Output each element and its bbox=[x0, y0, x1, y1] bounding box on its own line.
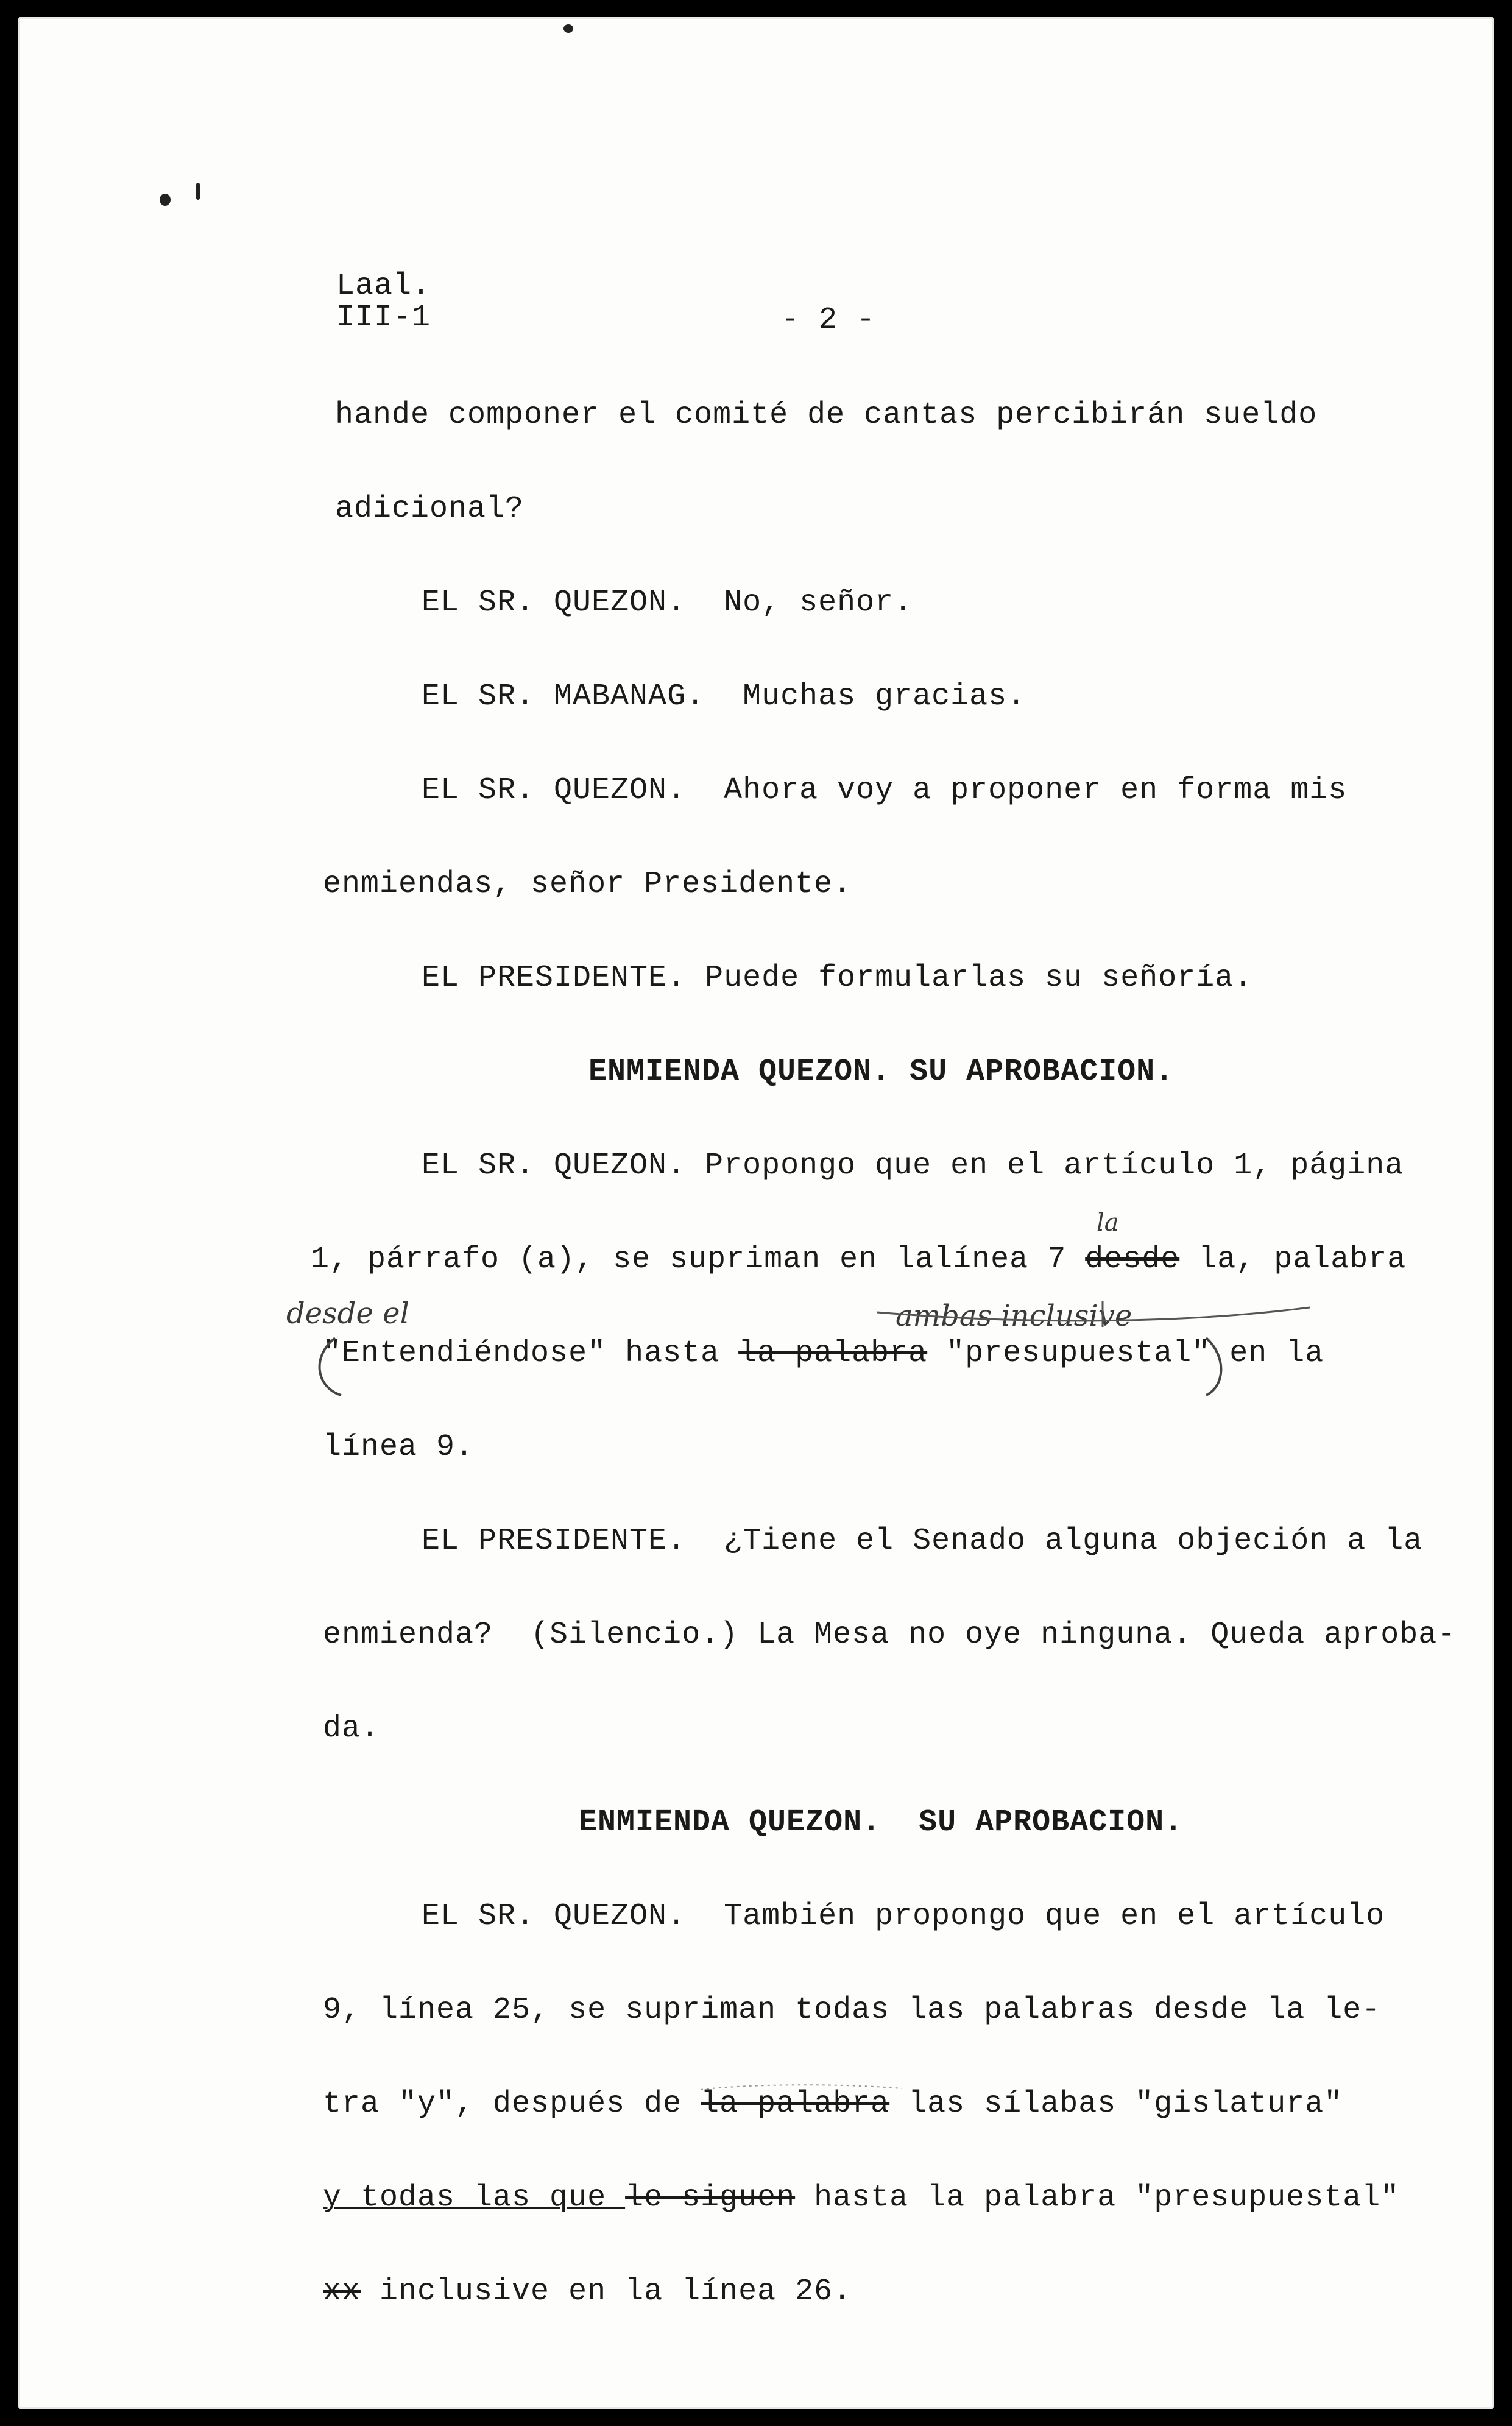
bracket-right-mark bbox=[1206, 1338, 1221, 1395]
text-line: EL PRESIDENTE. ¿Tiene el Senado alguna objeción a la bbox=[422, 1524, 1423, 1558]
document-page bbox=[18, 17, 1494, 2409]
struck-text: la palabra bbox=[738, 1336, 928, 1371]
text-line: hande componer el comité de cantas percibirán sueldo bbox=[335, 398, 1318, 433]
underlined-text: y todas las que bbox=[323, 2180, 626, 2215]
header-ref-code: Laal. bbox=[336, 269, 431, 303]
bracket-left-mark bbox=[320, 1338, 341, 1395]
text-segment: "Entendiéndose" hasta bbox=[323, 1336, 739, 1371]
text-line: EL SR. QUEZON. Ahora voy a proponer en forma mis bbox=[422, 773, 1348, 808]
text-line: EL SR. QUEZON. No, señor. bbox=[422, 585, 913, 620]
section-heading: ENMIENDA QUEZON. SU APROBACION. bbox=[579, 1805, 1184, 1840]
text-segment: inclusive en la línea 26. bbox=[361, 2274, 852, 2309]
speech-text: Puede formularlas su señoría. bbox=[686, 961, 1253, 996]
header-section: III-1 bbox=[336, 300, 431, 335]
struck-text: xx bbox=[323, 2274, 361, 2309]
text-segment: 1, párrafo (a), se supriman en lalínea 7 bbox=[311, 1242, 1086, 1277]
handwritten-note-ambas-inclusive: ambas inclusive bbox=[896, 1299, 1132, 1333]
text-line: adicional? bbox=[335, 492, 525, 526]
handwritten-note-la: la bbox=[1097, 1209, 1119, 1237]
text-segment: "presupuestal" en la bbox=[927, 1336, 1324, 1371]
text-line: línea 9. bbox=[323, 1430, 475, 1465]
text-line: EL SR. QUEZON. Propongo que en el artículo 1, página bbox=[422, 1148, 1404, 1183]
text-segment: hasta la palabra "presupuestal" bbox=[795, 2180, 1400, 2215]
dotted-mark bbox=[701, 2085, 902, 2090]
text-line: enmienda? (Silencio.) La Mesa no oye ninguna. Queda aproba- bbox=[323, 1618, 1457, 1652]
struck-text: le siguen bbox=[625, 2180, 796, 2215]
text-line: enmiendas, señor Presidente. bbox=[323, 867, 852, 902]
page-number: - 2 - bbox=[781, 303, 876, 338]
text-segment: las sílabas "gislatura" bbox=[889, 2087, 1343, 2121]
struck-text: desde bbox=[1085, 1242, 1180, 1277]
text-line: EL SR. MABANAG. Muchas gracias. bbox=[422, 679, 1026, 714]
section-heading: ENMIENDA QUEZON. SU APROBACION. bbox=[588, 1055, 1175, 1089]
pen-marks bbox=[18, 17, 1494, 2409]
text-line: 9, línea 25, se supriman todas las palabras desde la le- bbox=[323, 1993, 1381, 2028]
text-line: EL SR. QUEZON. También propongo que en el artículo bbox=[422, 1899, 1385, 1934]
speaker-name: EL PRESIDENTE. bbox=[422, 961, 687, 996]
curved-underline-mark bbox=[877, 1307, 1310, 1321]
text-segment: tra "y", después de bbox=[323, 2087, 701, 2121]
handwritten-note-desde: desde el bbox=[286, 1296, 409, 1331]
text-line: da. bbox=[323, 1711, 380, 1746]
struck-text: la palabra bbox=[701, 2087, 890, 2121]
text-segment: la, palabra bbox=[1179, 1242, 1407, 1277]
